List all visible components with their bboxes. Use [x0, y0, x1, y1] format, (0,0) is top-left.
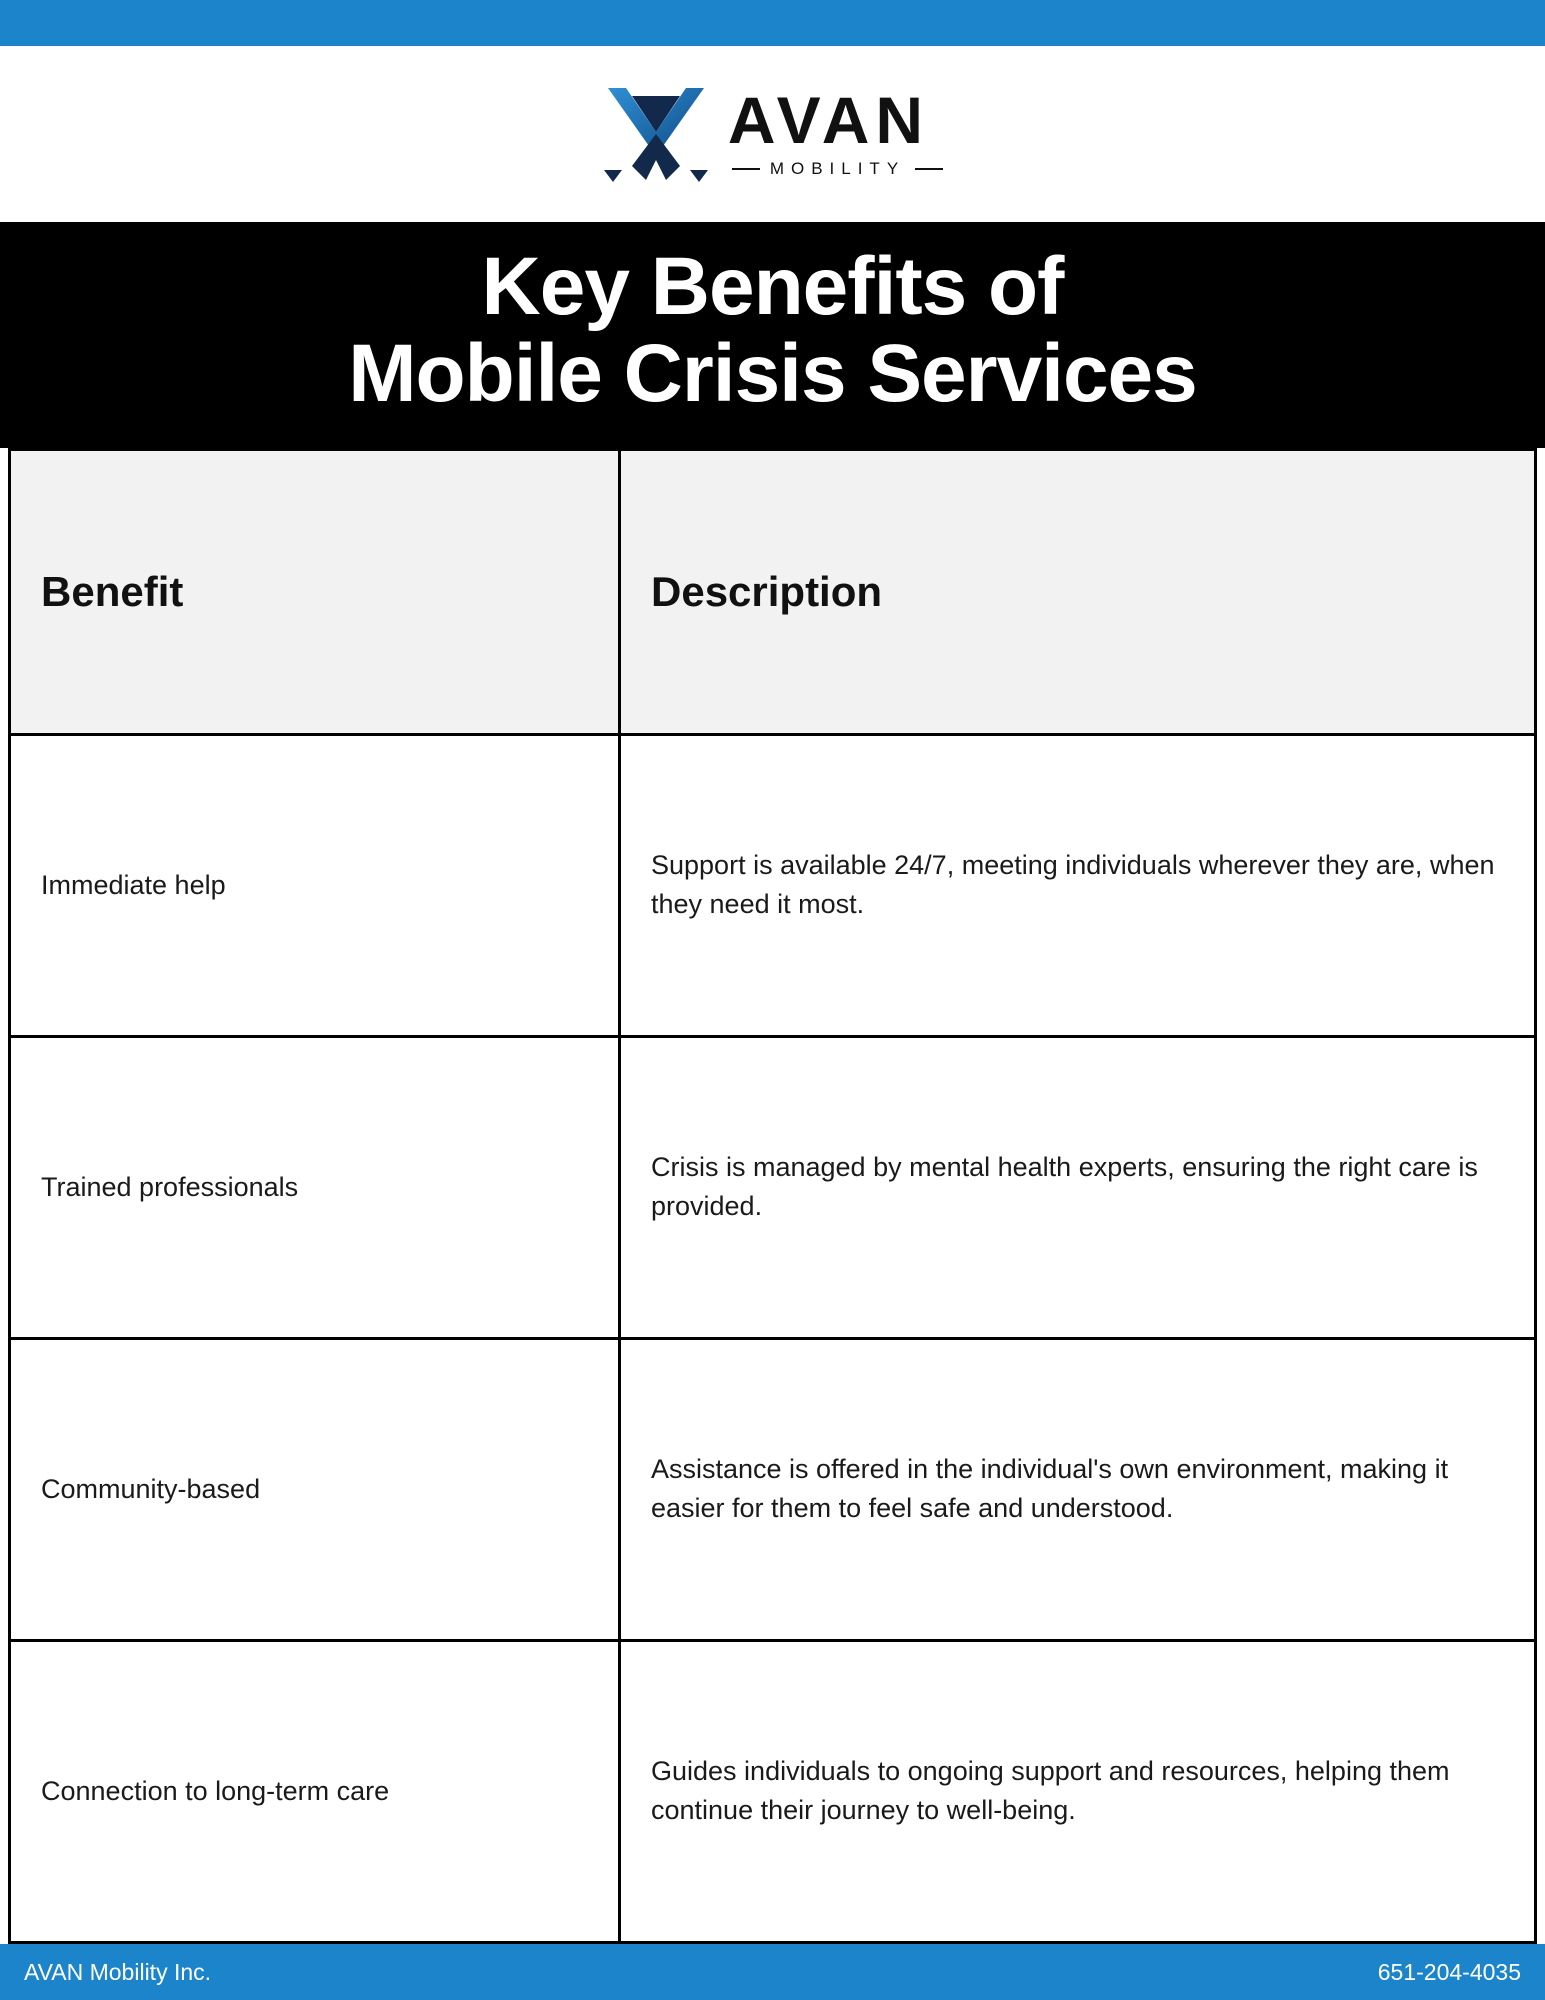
brand-text — [727, 82, 943, 180]
top-accent-bar — [0, 0, 1545, 46]
table-row — [11, 736, 1534, 1038]
footer-phone: 651-204-4035 — [1377, 1958, 1521, 1985]
cell-description: Assistance is offered in the individual's own environment, making it easier for them to feel safe and understood. — [651, 1454, 1449, 1524]
logo-header — [0, 46, 1545, 222]
cell-benefit: Connection to long-term care — [11, 1642, 621, 1941]
benefits-table — [8, 448, 1537, 1944]
footer-company: AVAN Mobility Inc. — [24, 1958, 212, 1985]
cell-benefit: Trained professionals — [11, 1038, 621, 1337]
page-title-line-1: Key Benefits of — [481, 241, 1064, 332]
avan-v-logo-icon — [602, 82, 710, 186]
cell-description: Guides individuals to ongoing support and resources, helping them continue their journey to well-being. — [651, 1756, 1450, 1826]
table-row — [11, 1642, 1534, 1944]
page-title-line-2: Mobile Crisis Services — [348, 327, 1197, 419]
brand-name: AVAN — [727, 82, 930, 157]
table-row — [11, 1340, 1534, 1642]
brand-lockup — [602, 82, 943, 186]
page-footer — [0, 1944, 1545, 2000]
page-title-band — [0, 222, 1545, 448]
tagline-dash-right — [915, 168, 943, 170]
brand-tagline: MOBILITY — [769, 159, 906, 179]
tagline-dash-left — [732, 168, 760, 170]
cell-benefit: Community-based — [11, 1340, 621, 1639]
column-header-description: Description — [651, 567, 883, 615]
brand-tagline-wrap — [728, 159, 943, 179]
cell-description: Support is available 24/7, meeting individuals wherever they are, when they need it most. — [651, 850, 1495, 920]
column-header-benefit: Benefit — [11, 451, 621, 733]
table-header-row — [11, 451, 1534, 736]
table-row — [11, 1038, 1534, 1340]
cell-description: Crisis is managed by mental health experts, ensuring the right care is provided. — [651, 1152, 1478, 1222]
cell-benefit: Immediate help — [11, 736, 621, 1035]
